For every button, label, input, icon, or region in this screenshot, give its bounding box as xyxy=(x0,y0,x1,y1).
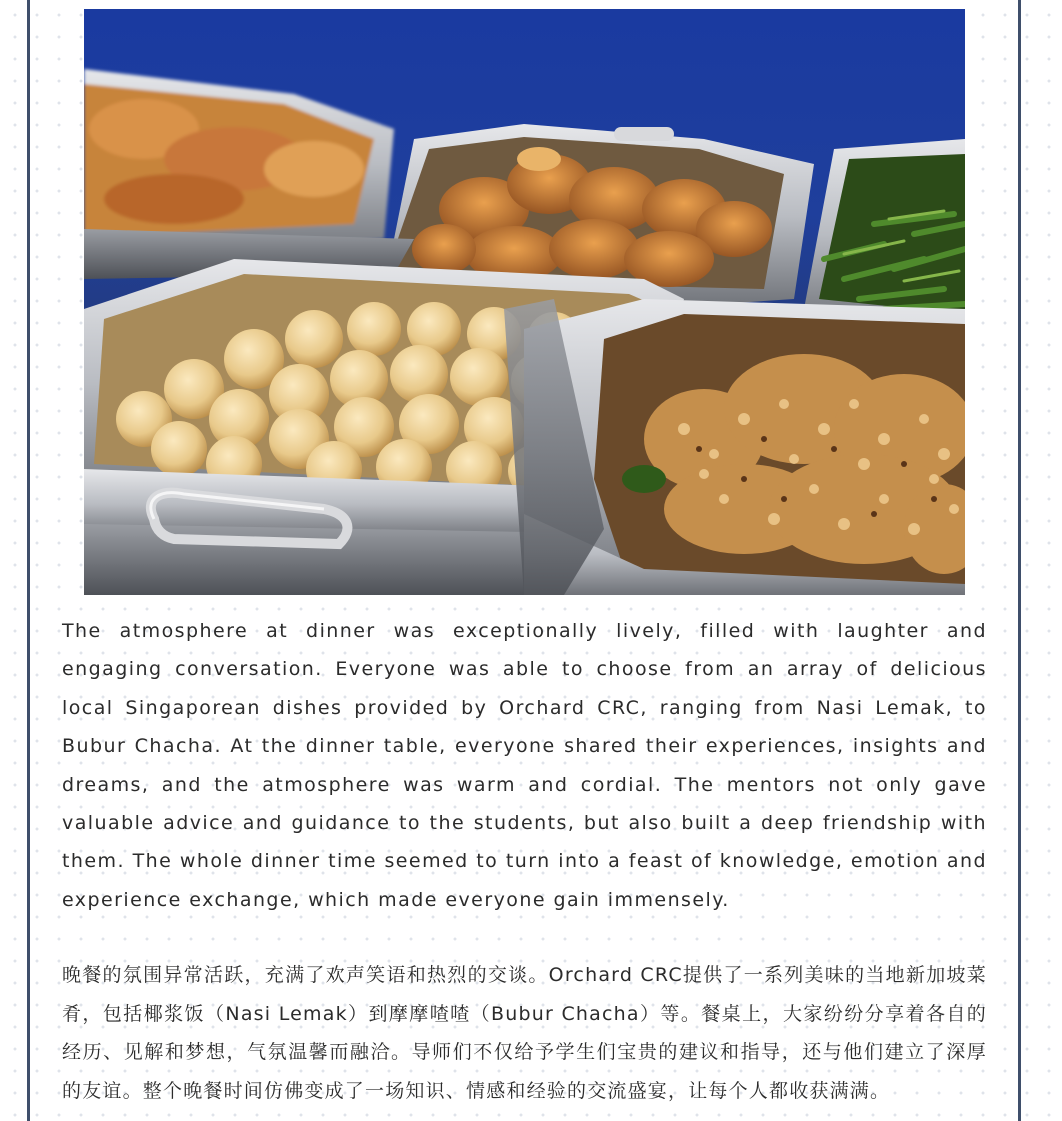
left-border-line xyxy=(27,0,30,1121)
buffet-photo xyxy=(84,9,965,595)
chinese-paragraph: 晚餐的氛围异常活跃，充满了欢声笑语和热烈的交谈。Orchard CRC提供了一系列美味的当地新加坡菜肴，包括椰浆饭（Nasi Lemak）到摩摩喳喳（Bubur Chacha）等。餐桌上，大家纷纷分享着各自的经历、见解和梦想，气氛温馨而融洽。导师们不仅给予学生们宝贵的建议和指导，还与他们建立了深厚的友谊。整个晚餐时间仿佛变成了一场知识、情感和经验的交流盛宴，让每个人都收获满满。 xyxy=(62,964,987,1102)
english-paragraph: The atmosphere at dinner was exceptionally lively, filled with laughter and engaging conversation. Everyone was able to choose from an array of delicious local Singaporean dishes provided by Orchard CRC, ranging from Nasi Lemak, to Bubur Chacha. At the dinner table, everyone shared their experiences, insights and dreams, and the atmosphere was warm and cordial. The mentors not only gave valuable advice and guidance to the students, but also built a deep friendship with them. The whole dinner time seemed to turn into a feast of knowledge, emotion and experience exchange, which made everyone gain immensely. xyxy=(62,620,987,911)
right-border-line xyxy=(1018,0,1021,1121)
